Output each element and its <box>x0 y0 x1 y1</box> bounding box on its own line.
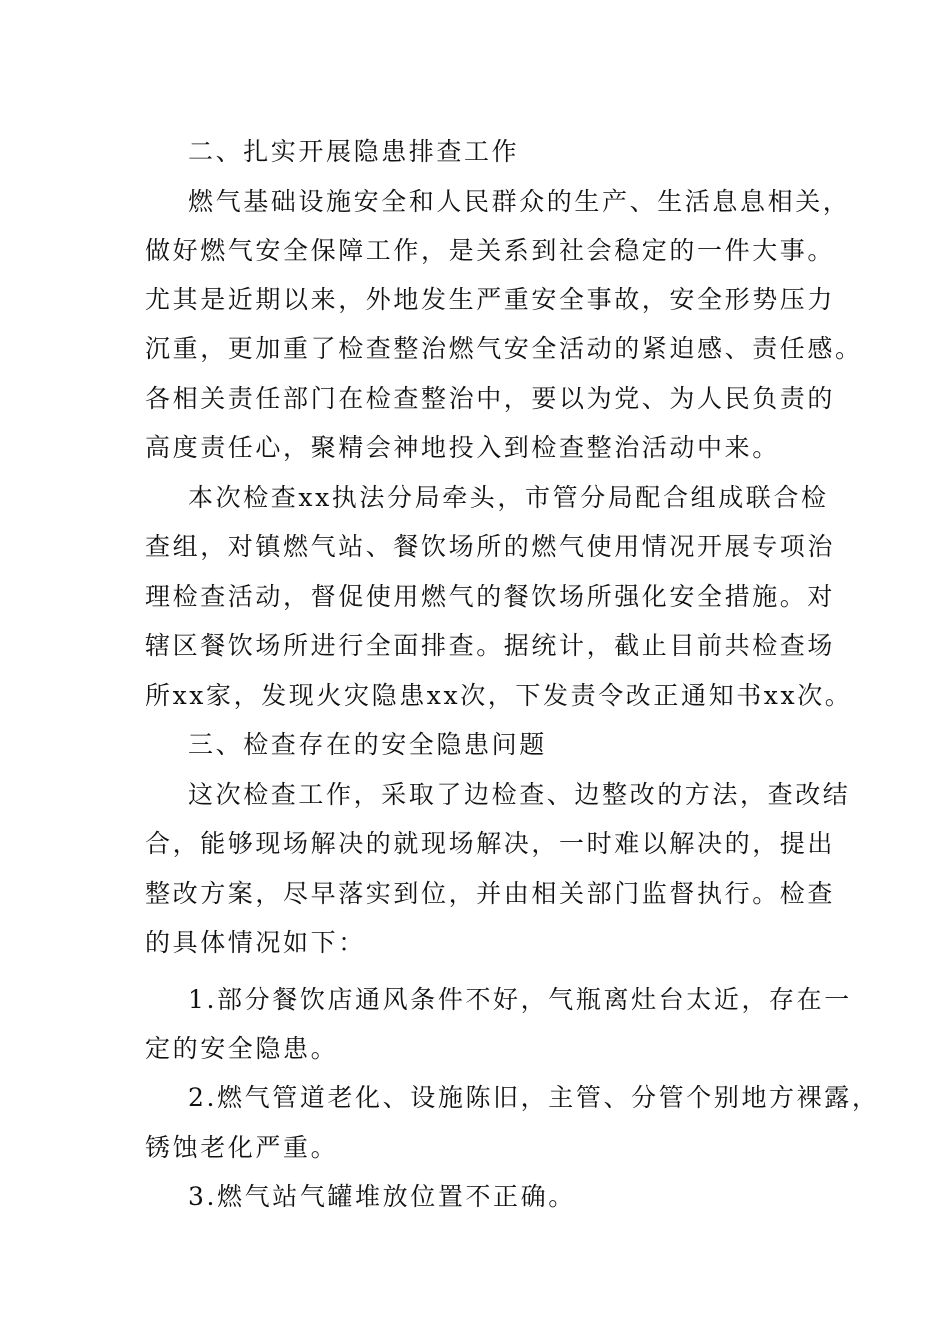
paragraph-line: 尤其是近期以来，外地发生严重安全事故，安全形势压力 <box>145 285 836 314</box>
section-heading-3: 三、检查存在的安全隐患问题 <box>188 730 547 759</box>
paragraph-line: 合，能够现场解决的就现场解决，一时难以解决的，提出 <box>145 829 836 858</box>
section-heading-2: 二、扎实开展隐患排查工作 <box>188 137 520 166</box>
paragraph-line: 辖区餐饮场所进行全面排查。据统计，截止目前共检查场 <box>145 631 836 660</box>
paragraph-line: 的具体情况如下： <box>145 928 366 957</box>
paragraph-line: 这次检查工作，采取了边检查、边整改的方法，查改结 <box>188 780 851 809</box>
list-item-1: 1.部分餐饮店通风条件不好，气瓶离灶台太近，存在一 <box>188 985 852 1014</box>
list-item-2: 2.燃气管道老化、设施陈旧，主管、分管个别地方裸露， <box>188 1083 880 1112</box>
paragraph-line: 做好燃气安全保障工作，是关系到社会稳定的一件大事。 <box>145 236 836 265</box>
paragraph-line: 整改方案，尽早落实到位，并由相关部门监督执行。检查 <box>145 879 836 908</box>
list-item-3: 3.燃气站气罐堆放位置不正确。 <box>188 1182 576 1211</box>
paragraph-line: 所xx家，发现火灾隐患xx次，下发责令改正通知书xx次。 <box>145 681 853 710</box>
list-item-1-continued: 定的安全隐患。 <box>145 1034 339 1063</box>
paragraph-line: 高度责任心，聚精会神地投入到检查整治活动中来。 <box>145 433 780 462</box>
paragraph-line: 各相关责任部门在检查整治中，要以为党、为人民负责的 <box>145 384 836 413</box>
list-item-2-continued: 锈蚀老化严重。 <box>145 1133 339 1162</box>
paragraph-line: 查组，对镇燃气站、餐饮场所的燃气使用情况开展专项治 <box>145 532 836 561</box>
paragraph-line: 本次检查xx执法分局牵头，市管分局配合组成联合检 <box>188 483 829 512</box>
paragraph-line: 沉重，更加重了检查整治燃气安全活动的紧迫感、责任感。 <box>145 334 863 363</box>
paragraph-line: 燃气基础设施安全和人民群众的生产、生活息息相关， <box>188 187 851 216</box>
paragraph-line: 理检查活动，督促使用燃气的餐饮场所强化安全措施。对 <box>145 582 836 611</box>
